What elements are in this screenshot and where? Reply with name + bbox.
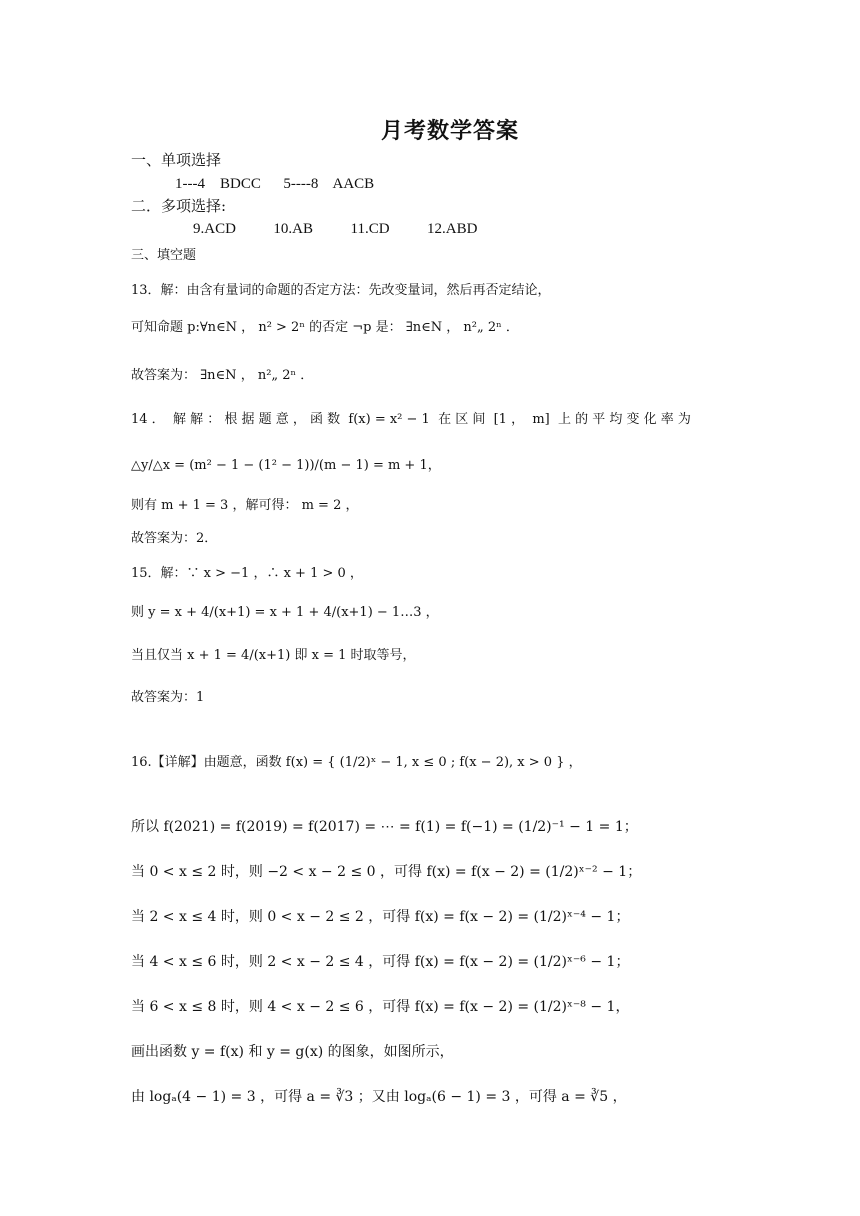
q16-line-1: 16.【详解】由题意，函数 f(x) = { (1/2)ˣ − 1, x ≤ 0 ; f(x − 2), x > 0 } ， bbox=[131, 755, 582, 770]
q16-line-4: 当 2 < x ≤ 4 时，则 0 < x − 2 ≤ 2 ，可得 f(x) = f(x − 2) = (1/2)ˣ⁻⁴ − 1； bbox=[131, 909, 630, 925]
q13-line-1: 13．解：由含有量词的命题的否定方法：先改变量词，然后再否定结论， bbox=[131, 283, 551, 298]
section-2-answers: 9.ACD 10.AB 11.CD 12.ABD bbox=[193, 221, 478, 237]
q15-line-3: 当且仅当 x + 1 = 4/(x+1) 即 x = 1 时取等号， bbox=[131, 648, 416, 663]
q13-line-2: 可知命题 p:∀n∈N ， n² > 2ⁿ 的否定 ¬p 是： ∃n∈N ， n²„ 2ⁿ ． bbox=[131, 320, 519, 335]
q14-line-3: 则有 m + 1 = 3 ，解可得： m = 2 ， bbox=[131, 498, 359, 513]
q15-line-1: 15．解：∵ x > −1 ，∴ x + 1 > 0 ， bbox=[131, 566, 363, 581]
q15-line-4: 故答案为：1 bbox=[131, 690, 205, 705]
q16-line-8: 由 logₐ(4 − 1) = 3 ，可得 a = ∛3 ；又由 logₐ(6 − 1) = 3 ，可得 a = ∛5 ， bbox=[131, 1089, 627, 1105]
q14-line-4: 故答案为：2． bbox=[131, 531, 218, 546]
q16-line-2: 所以 f(2021) = f(2019) = f(2017) = ⋯ = f(1) = f(−1) = (1/2)⁻¹ − 1 = 1； bbox=[131, 819, 638, 835]
q16-line-7: 画出函数 y = f(x) 和 y = g(x) 的图象，如图所示， bbox=[131, 1044, 454, 1060]
section-2-heading: 二．多项选择: bbox=[131, 197, 227, 215]
q16-line-5: 当 4 < x ≤ 6 时，则 2 < x − 2 ≤ 4 ，可得 f(x) = f(x − 2) = (1/2)ˣ⁻⁶ − 1； bbox=[131, 954, 630, 970]
q16-line-6: 当 6 < x ≤ 8 时，则 4 < x − 2 ≤ 6 ，可得 f(x) = f(x − 2) = (1/2)ˣ⁻⁸ − 1， bbox=[131, 999, 630, 1015]
q15-line-2: 则 y = x + 4/(x+1) = x + 1 + 4/(x+1) − 1…3 ， bbox=[131, 605, 439, 620]
section-1-heading: 一、单项选择 bbox=[131, 151, 222, 169]
q13-line-3: 故答案为： ∃n∈N ， n²„ 2ⁿ ． bbox=[131, 368, 314, 383]
q14-line-2: △y/△x = (m² − 1 − (1² − 1))/(m − 1) = m + 1， bbox=[131, 458, 441, 473]
q16-line-3: 当 0 < x ≤ 2 时，则 −2 < x − 2 ≤ 0 ，可得 f(x) = f(x − 2) = (1/2)ˣ⁻² − 1； bbox=[131, 864, 642, 880]
q14-line-1: 14 ． 解 解 ： 根 据 题 意 ， 函 数 f(x) = x² − 1 在 区 间 [1 ， m] 上 的 平 均 变 化 率 为 bbox=[131, 412, 691, 427]
section-1-answers: 1---4 BDCC 5----8 AACB bbox=[175, 176, 375, 192]
page-title: 月考数学答案 bbox=[380, 118, 519, 144]
section-3-heading: 三、填空题 bbox=[131, 248, 197, 263]
